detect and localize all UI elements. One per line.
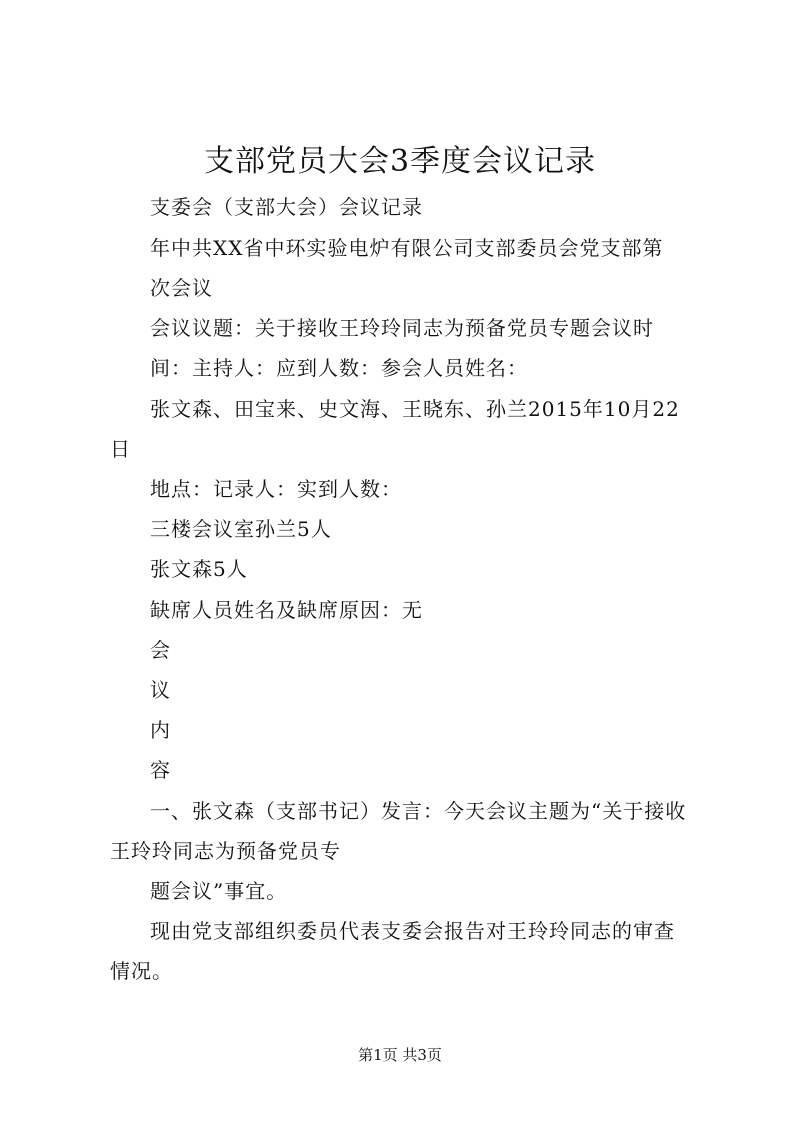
page-number: 第1页 共3页 [358,1046,442,1064]
body-line: 议 [150,678,171,702]
body-line: 间：主持人：应到人数：参会人员姓名： [150,356,528,380]
body-line: 地点：记录人：实到人数： [150,477,402,501]
body-line: 三楼会议室孙兰5人 [150,517,332,541]
body-line: 会议议题：关于接收王玲玲同志为预备党员专题会议时 [150,316,654,340]
body-line: 张文森、田宝来、史文海、王晓东、孙兰2015年10月22 [150,397,680,421]
body-line: 缺席人员姓名及缺席原因：无 [150,598,423,622]
body-line: 会 [150,638,171,662]
body-line: 现由党支部组织委员代表支委会报告对王玲玲同志的审查 [150,919,675,943]
body-line: 王玲玲同志为预备党员专 [110,839,341,863]
body-line: 支委会（支部大会）会议记录 [150,195,423,219]
body-line: 内 [150,718,171,742]
body-line: 次会议 [150,276,213,300]
body-line: 容 [150,758,171,782]
body-line: 日 [110,437,131,461]
document-title: 支部党员大会3季度会议记录 [203,144,597,179]
body-line: 题会议”事宜。 [150,879,288,903]
body-line: 张文森5人 [150,557,248,581]
body-line: 一、张文森（支部书记）发言：今天会议主题为“关于接收 [150,799,687,823]
body-line: 情况。 [110,959,173,983]
body-line: 年中共XX省中环实验电炉有限公司支部委员会党支部第 [150,236,664,260]
